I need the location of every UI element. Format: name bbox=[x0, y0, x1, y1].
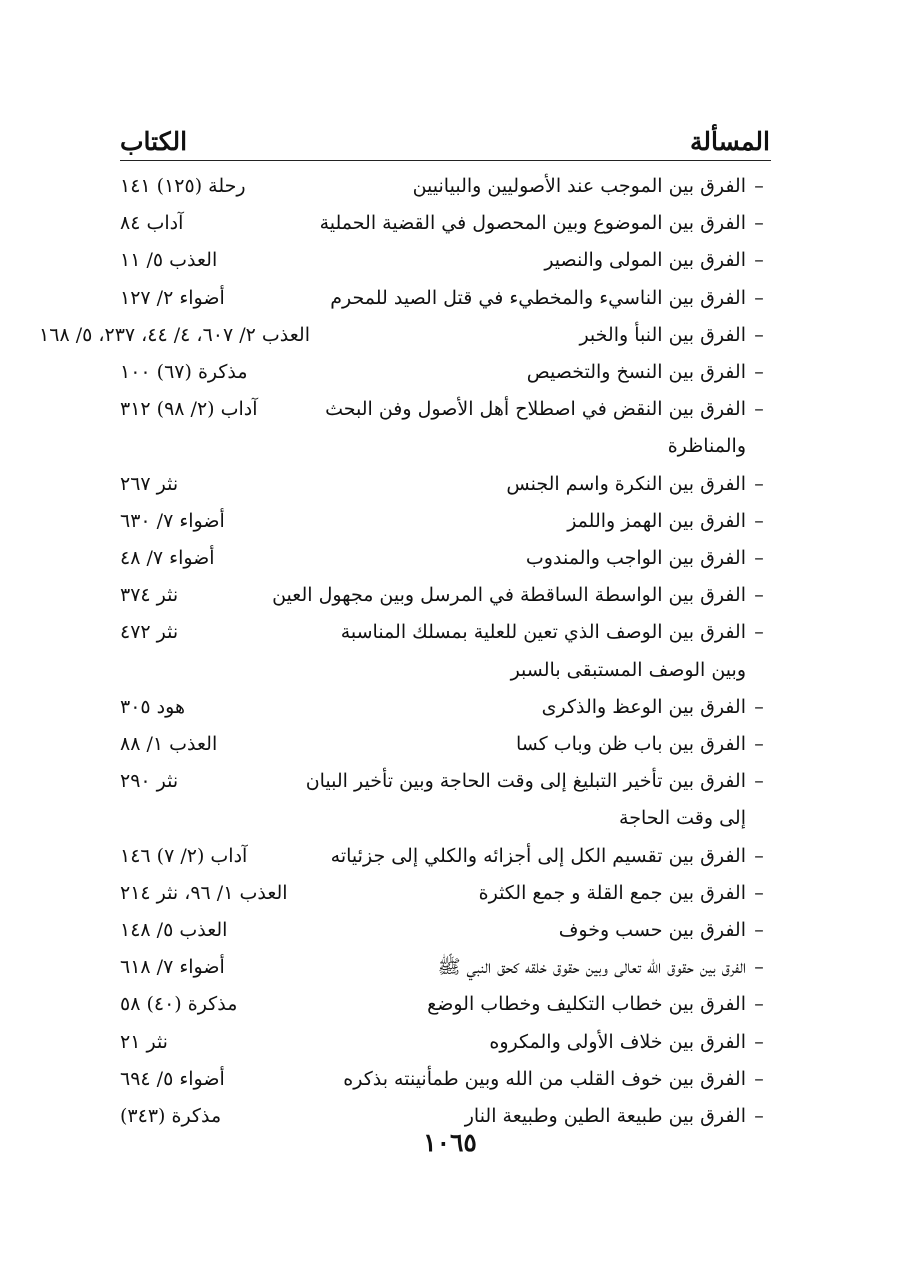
table-header bbox=[120, 123, 770, 159]
entry-topic-line: الفرق بين طبيعة الطين وطبيعة النار bbox=[464, 1105, 746, 1128]
entry-reference: نثر ٢٦٧ bbox=[120, 472, 179, 495]
page-number: ١٠٦٥ bbox=[423, 1128, 477, 1157]
entry-topic bbox=[178, 614, 746, 688]
header-divider bbox=[120, 160, 771, 161]
entry-reference: مذكرة (٤٠) ٥٨ bbox=[120, 993, 238, 1016]
entry-topic bbox=[215, 540, 746, 577]
bullet-dash: – bbox=[754, 956, 764, 979]
entry-topic bbox=[225, 1061, 746, 1098]
list-item bbox=[120, 205, 772, 242]
entry-topic bbox=[310, 317, 746, 354]
list-item bbox=[120, 763, 772, 837]
entry-topic-line: الفرق بين المولى والنصير bbox=[544, 249, 746, 272]
entry-topic-line: الفرق بين خلاف الأولى والمكروه bbox=[489, 1030, 746, 1053]
topic-column-heading: المسألة bbox=[690, 126, 770, 156]
list-item bbox=[120, 503, 772, 540]
bullet-dash: – bbox=[754, 509, 764, 532]
list-item bbox=[120, 875, 772, 912]
entry-topic bbox=[178, 466, 746, 503]
entry-topic bbox=[183, 205, 746, 242]
list-item bbox=[120, 540, 772, 577]
entry-reference: العذب ١/ ٨٨ bbox=[120, 733, 218, 756]
bullet-dash: – bbox=[754, 1067, 764, 1090]
entry-topic-line: الفرق بين الواجب والمندوب bbox=[525, 547, 746, 570]
entry-reference: أضواء ٢/ ١٢٧ bbox=[120, 286, 225, 309]
entry-reference: أضواء ٧/ ٤٨ bbox=[120, 547, 215, 570]
list-item bbox=[120, 949, 772, 986]
bullet-dash: – bbox=[754, 398, 764, 421]
entry-reference: رحلة (١٢٥) ١٤١ bbox=[120, 175, 246, 197]
bullet-dash: – bbox=[754, 547, 764, 570]
entry-topic-line: الفرق بين خطاب التكليف وخطاب الوضع bbox=[427, 993, 746, 1016]
entry-topic-line: الفرق بين النقض في اصطلاح أهل الأصول وفن البحث والمناظرة bbox=[325, 398, 746, 458]
bullet-dash: – bbox=[754, 844, 764, 867]
entry-reference: نثر ٤٧٢ bbox=[120, 621, 179, 644]
entry-topic bbox=[247, 838, 746, 875]
bullet-dash: – bbox=[754, 361, 764, 384]
bullet-dash: – bbox=[754, 175, 764, 197]
entry-topic bbox=[178, 763, 746, 837]
entry-topic-line: الفرق بين حسب وخوف bbox=[558, 919, 746, 942]
entry-reference: العذب ١/ ٩٦، نثر ٢١٤ bbox=[120, 881, 288, 904]
entry-topic-line: الفرق بين النكرة واسم الجنس bbox=[506, 472, 746, 495]
bullet-dash: – bbox=[754, 1105, 764, 1128]
entry-topic bbox=[185, 689, 746, 726]
list-item bbox=[120, 168, 772, 205]
list-item bbox=[120, 354, 772, 391]
list-item bbox=[120, 726, 772, 763]
entry-topic bbox=[217, 242, 746, 279]
list-item bbox=[120, 242, 772, 279]
entry-reference: العذب ٥/ ١٤٨ bbox=[120, 919, 228, 942]
entry-topic bbox=[225, 280, 746, 317]
entry-reference: آداب (٢/ ٩٨) ٣١٢ bbox=[120, 398, 258, 421]
entry-topic-line: الفرق بين النبأ والخبر bbox=[579, 323, 746, 346]
bullet-dash: – bbox=[754, 770, 764, 793]
entry-topic-line: الفرق بين النسخ والتخصيص bbox=[526, 361, 746, 384]
bullet-dash: – bbox=[754, 695, 764, 718]
bullet-dash: – bbox=[754, 881, 764, 904]
bullet-dash: – bbox=[754, 286, 764, 309]
bullet-dash: – bbox=[754, 621, 764, 644]
entry-reference: العذب ٥/ ١١ bbox=[120, 249, 218, 272]
entry-topic bbox=[227, 912, 746, 949]
entry-reference: نثر ٢٩٠ bbox=[120, 770, 179, 793]
entry-topic-line: الفرق بين الوعظ والذكرى bbox=[541, 695, 746, 718]
entry-topic bbox=[237, 986, 746, 1023]
bullet-dash: – bbox=[754, 472, 764, 495]
entry-topic-line: وبين الوصف المستبقى بالسبر bbox=[510, 658, 746, 681]
bullet-dash: – bbox=[754, 212, 764, 235]
entry-topic-line: الفرق بين خوف القلب من الله وبين طمأنينته بذكره bbox=[343, 1067, 746, 1090]
entry-topic-line: الفرق بين جمع القلة و جمع الكثرة bbox=[478, 881, 746, 904]
book-column-heading: الكتاب bbox=[120, 126, 188, 156]
entry-topic bbox=[217, 726, 746, 763]
bullet-dash: – bbox=[754, 584, 764, 607]
list-item bbox=[39, 317, 772, 354]
list-item bbox=[120, 689, 772, 726]
list-item bbox=[120, 986, 772, 1023]
entry-list bbox=[39, 168, 772, 1135]
entry-topic bbox=[168, 1024, 746, 1061]
bullet-dash: – bbox=[754, 919, 764, 942]
bullet-dash: – bbox=[754, 993, 764, 1016]
entry-reference: أضواء ٧/ ٦١٨ bbox=[120, 956, 225, 979]
entry-reference: أضواء ٧/ ٦٣٠ bbox=[120, 509, 225, 532]
list-item bbox=[120, 1024, 772, 1061]
entry-topic-line: الفرق بين حقوق الله تعالى وبين حقوق خلقه كحق النبي ﷺ bbox=[437, 956, 746, 979]
bullet-dash: – bbox=[754, 323, 764, 346]
entry-topic-line: الفرق بين الوصف الذي تعين للعلية بمسلك المناسبة bbox=[340, 621, 746, 644]
entry-reference: أضواء ٥/ ٦٩٤ bbox=[120, 1067, 225, 1090]
entry-topic-line: الفرق بين الواسطة الساقطة في المرسل وبين مجهول العين bbox=[272, 584, 746, 607]
bullet-dash: – bbox=[754, 1030, 764, 1053]
entry-topic bbox=[288, 875, 746, 912]
entry-reference: مذكرة (٣٤٣) bbox=[120, 1105, 222, 1128]
entry-topic-line: الفرق بين تقسيم الكل إلى أجزائه والكلي إلى جزئياته bbox=[330, 844, 746, 867]
list-item bbox=[120, 280, 772, 317]
entry-topic bbox=[246, 168, 746, 205]
entry-topic bbox=[258, 391, 746, 465]
entry-reference: آداب (٢/ ٧) ١٤٦ bbox=[120, 844, 248, 867]
list-item bbox=[120, 838, 772, 875]
list-item bbox=[120, 391, 772, 465]
entry-reference: آداب ٨٤ bbox=[120, 212, 184, 235]
entry-topic-line: إلى وقت الحاجة bbox=[619, 807, 746, 830]
list-item bbox=[120, 912, 772, 949]
entry-reference: هود ٣٠٥ bbox=[120, 695, 185, 718]
entry-topic-line: الفرق بين باب ظن وباب كسا bbox=[515, 733, 746, 756]
entry-topic bbox=[248, 354, 746, 391]
list-item bbox=[120, 577, 772, 614]
entry-topic bbox=[225, 503, 746, 540]
bullet-dash: – bbox=[754, 733, 764, 756]
entry-topic-line: الفرق بين الهمز واللمز bbox=[567, 509, 746, 532]
entry-topic-line: الفرق بين الموجب عند الأصوليين والبيانيين bbox=[412, 175, 746, 197]
entry-reference: نثر ٢١ bbox=[120, 1030, 168, 1053]
entry-reference: العذب ٢/ ٦٠٧، ٤/ ٤٤، ٢٣٧، ٥/ ١٦٨ bbox=[39, 323, 310, 346]
list-item bbox=[120, 614, 772, 688]
entry-topic bbox=[225, 949, 746, 986]
list-item bbox=[120, 466, 772, 503]
entry-topic-line: الفرق بين الناسيء والمخطيء في قتل الصيد للمحرم bbox=[330, 286, 746, 309]
entry-reference: نثر ٣٧٤ bbox=[120, 584, 179, 607]
entry-topic-line: الفرق بين الموضوع وبين المحصول في القضية الحملية bbox=[319, 212, 746, 235]
bullet-dash: – bbox=[754, 249, 764, 272]
list-item bbox=[120, 1061, 772, 1098]
entry-topic-line: الفرق بين تأخير التبليغ إلى وقت الحاجة وبين تأخير البيان bbox=[305, 770, 746, 793]
entry-reference: مذكرة (٦٧) ١٠٠ bbox=[120, 361, 248, 384]
entry-topic bbox=[178, 577, 746, 614]
